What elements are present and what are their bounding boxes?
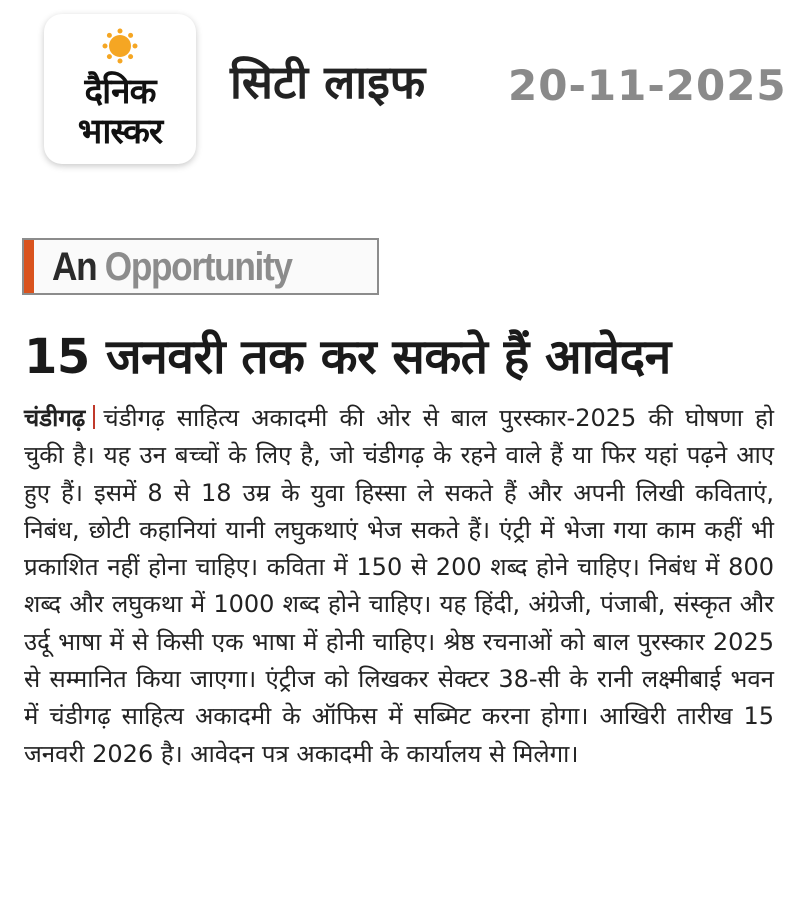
kicker-accent-bar (24, 240, 34, 293)
kicker-box (22, 238, 379, 295)
article-headline: 15 जनवरी तक कर सकते हैं आवेदन (24, 329, 671, 385)
kicker-word-2: Opportunity (104, 245, 292, 289)
article-body-text: चंडीगढ़ साहित्य अकादमी की ओर से बाल पुरस्कार-2025 की घोषणा हो चुकी है। यह उन बच्चों के लिए है, जो चंडीगढ़ के रहने वाले हैं या फिर यहां पढ़ने आए हुए हैं। इसमें 8 से 18 उम्र के युवा हिस्सा ले सकते हैं और अपनी लिखी कविताएं, निबंध, छोटी कहानियां यानी लघुकथाएं भेज सकते हैं। एंट्री में भेजा गया काम कहीं भी प्रकाशित नहीं होना चाहिए। कविता में 150 से 200 शब्द होने चाहिए। निबंध में 800 शब्द और लघुकथा में 1000 शब्द होने चाहिए। यह हिंदी, अंग्रेजी, पंजाबी, संस्कृत और उर्दू भाषा में से किसी एक भाषा में होनी चाहिए। श्रेष्ठ रचनाओं को बाल पुरस्कार 2025 से सम्मानित किया जाएगा। एंट्रीज को लिखकर सेक्टर 38-सी के रानी लक्ष्मीबाई भवन में चंडीगढ़ साहित्य अकादमी के ऑफिस में सब्मिट करना होगा। आखिरी तारीख 15 जनवरी 2026 है। आवेदन पत्र अकादमी के कार्यालय से मिलेगा। (24, 404, 774, 768)
dateline-separator (93, 405, 95, 429)
section-title: सिटी लाइफ (230, 55, 426, 109)
logo-text-line2: भास्कर (77, 112, 163, 152)
newspaper-logo (44, 14, 196, 164)
article-body (24, 400, 774, 773)
logo-text-line1: दैनिक (84, 72, 156, 112)
kicker-word-1: An (52, 245, 97, 289)
edition-date: 20-11-2025 (508, 61, 787, 110)
sun-icon (102, 28, 138, 64)
dateline: चंडीगढ़ (24, 404, 86, 432)
kicker-label (52, 244, 292, 290)
